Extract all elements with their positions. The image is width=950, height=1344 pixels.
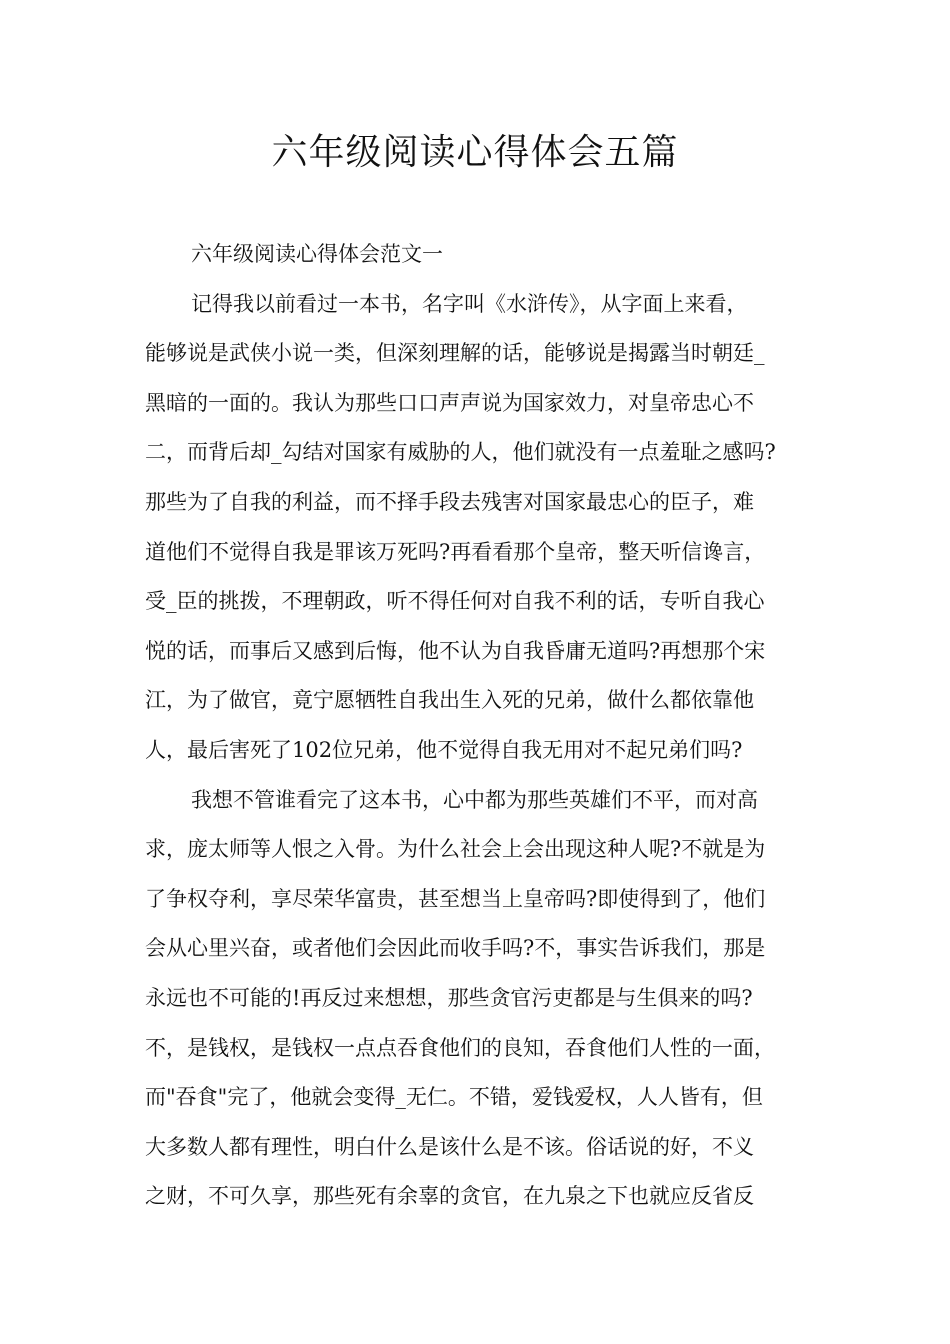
paragraph-line: 我想不管谁看完了这本书，心中都为那些英雄们不平，而对高 [191,787,758,812]
paragraph-line: 人，最后害死了102位兄弟，他不觉得自我无用对不起兄弟们吗? [145,737,743,762]
paragraph-line: 大多数人都有理性，明白什么是该什么是不该。俗话说的好，不义 [145,1134,754,1159]
paragraph-line: 永远也不可能的!再反过来想想，那些贪官污吏都是与生俱来的吗? [145,985,753,1010]
paragraph-line: 二，而背后却_勾结对国家有威胁的人，他们就没有一点羞耻之感吗? [145,440,776,465]
document-body [145,230,825,1222]
paragraph-line: 那些为了自我的利益，而不择手段去残害对国家最忠心的臣子，难 [145,489,754,514]
paragraph-line: 悦的话，而事后又感到后悔，他不认为自我昏庸无道吗?再想那个宋 [145,638,766,663]
document-title: 六年级阅读心得体会五篇 [271,132,679,173]
section-heading: 六年级阅读心得体会范文一 [191,242,443,266]
paragraph-line: 受_臣的挑拨，不理朝政，听不得任何对自我不利的话，专听自我心 [145,589,765,614]
paragraph-line: 记得我以前看过一本书，名字叫《水浒传》，从字面上来看， [191,291,748,316]
paragraph-line: 之财，不可久享，那些死有余辜的贪官，在九泉之下也就应反省反 [145,1184,754,1209]
paragraph-line: 而"吞食"完了，他就会变得_无仁。不错，爱钱爱权，人人皆有，但 [145,1085,763,1110]
paragraph-line: 江，为了做官，竟宁愿牺牲自我出生入死的兄弟，做什么都依靠他 [145,688,754,713]
paragraph-line: 道他们不觉得自我是罪该万死吗?再看看那个皇帝，整天听信谗言， [145,539,766,564]
paragraph-line: 能够说是武侠小说一类，但深刻理解的话，能够说是揭露当时朝廷_ [145,341,765,366]
paragraph-line: 黑暗的一面的。我认为那些口口声声说为国家效力，对皇帝忠心不 [145,390,754,415]
paragraph-line: 会从心里兴奋，或者他们会因此而收手吗?不，事实告诉我们，那是 [145,936,766,961]
paragraph-line: 不，是钱权，是钱权一点点吞食他们的良知，吞食他们人性的一面， [145,1035,775,1060]
paragraph-line: 求，庞太师等人恨之入骨。为什么社会上会出现这种人呢?不就是为 [145,837,766,862]
paragraph-line: 了争权夺利，享尽荣华富贵，甚至想当上皇帝吗?即使得到了，他们 [145,886,766,911]
